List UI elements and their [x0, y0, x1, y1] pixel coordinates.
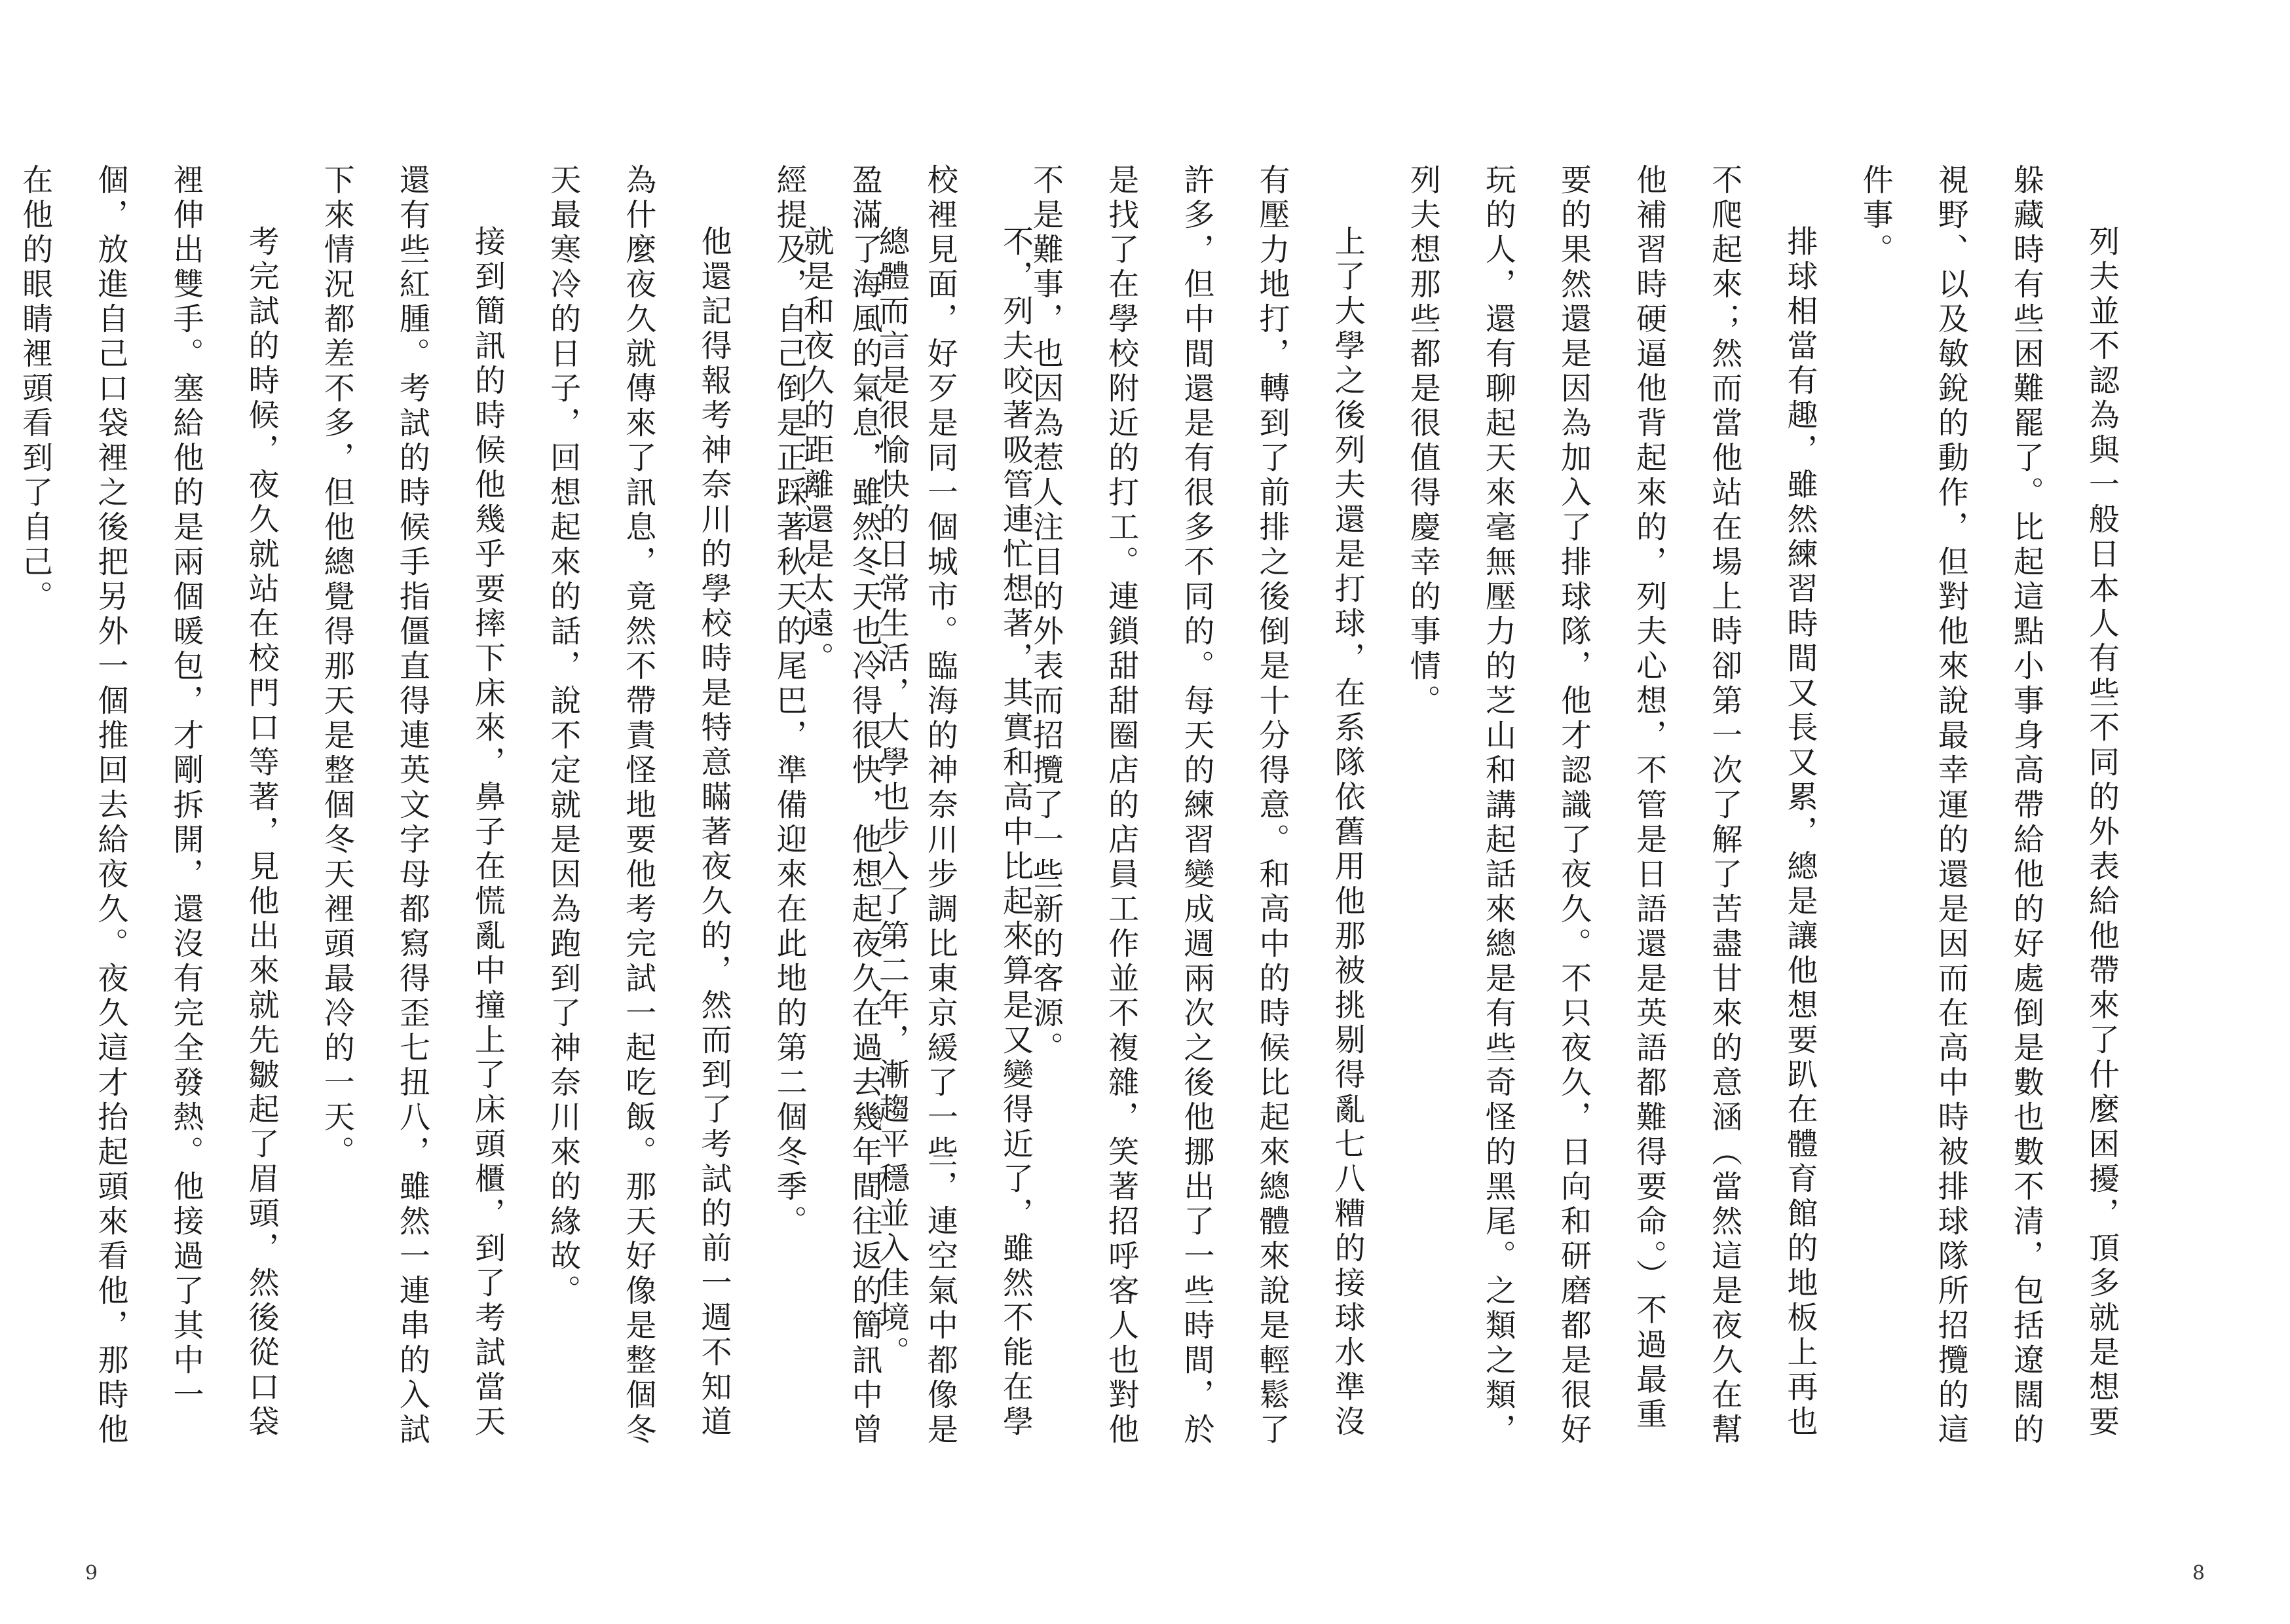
paragraph: 上了大學之後列夫還是打球，在系隊依舊用他那被挑剔得亂七八糟的接球水準沒有壓力地打，轉到了前排之後倒是十分得意。和高中的時候比起來總體來說是輕鬆了許多，但中間還是有很多不同的。每天的練習變成週兩次之後他挪出了一些時間，於是找了在學校附近的打工。連鎖甜甜圈店的店員工作並不複雜，笑著招呼客人也對他不是難事，也因為惹人注目的外表而招攬了一些新的客源。 [1028, 164, 1366, 1448]
right-page-text [779, 164, 2139, 1460]
paragraph: 就是和夜久的距離還是太遠。 [798, 225, 835, 676]
paragraph: 不，列夫咬著吸管連忙想著，其實和高中比起來算是又變得近了，雖然不能在學校裡見面，好歹是同一個城市。臨海的神奈川步調比東京緩了一些，連空氣中都像是盈滿了海風的氣息，雖然冬天也冷得很快，他想起夜久在過去幾年間往返的簡訊中曾經提及，自己倒是正踩著秋天的尾巴，準備迎來在此地的第二個冬季。 [771, 164, 1034, 1448]
paragraph: 考完試的時候，夜久就站在校門口等著，見他出來就先皺起了眉頭，然後從口袋裡伸出雙手。塞給他的是兩個暖包，才剛拆開，還沒有完全發熱。他接過了其中一個，放進自己口袋裡之後把另外一個推回去給夜久。夜久這才抬起頭來看他，那時他在他的眼睛裡頭看到了自己。 [17, 164, 280, 1448]
paragraph: 列夫並不認為與一般日本人有些不同的外表給他帶來了什麼困擾，頂多就是想要躲藏時有些困難罷了。比起這點小事身高帶給他的好處倒是數也數不清，包括遼闊的視野、以及敏銳的動作，但對他來說最幸運的還是因而在高中時被排球隊所招攬的這件事。 [1857, 164, 2120, 1448]
paragraph: 總體而言是很愉快的日常生活，大學也步入了第二年，漸趨平穩並入佳境。 [873, 225, 910, 1371]
paragraph: 排球相當有趣，雖然練習時間又長又累，總是讓他想要趴在體育館的地板上再也不爬起來；然而當他站在場上時卻第一次了解了苦盡甘來的意涵（當然這是夜久在幫他補習時硬逼他背起來的，列夫心想，不管是日語還是英語都難得要命。）不過最重要的果然還是因為加入了排球隊，他才認識了夜久。不只夜久，日向和研磨都是很好玩的人，還有聊起天來毫無壓力的芝山和講起話來總是有些奇怪的黑尾。之類之類，列夫想那些都是很值得慶幸的事情。 [1404, 164, 1818, 1448]
page-number: 9 [85, 1562, 98, 1585]
page-number: 8 [2192, 1562, 2205, 1585]
paragraph: 他還記得報考神奈川的學校時是特意瞞著夜久的，然而到了考試的前一週不知道為什麼夜久就傳來了訊息，竟然不帶責怪地要他考完試一起吃飯。那天好像是整個冬天最寒冷的日子，回想起來的話，說不定就是因為跑到了神奈川來的緣故。 [545, 164, 732, 1448]
paragraph: 接到簡訊的時候他幾乎要摔下床來，鼻子在慌亂中撞上了床頭櫃，到了考試當天還有些紅腫。考試的時候手指僵直得連英文字母都寫得歪七扭八，雖然一連串的入試下來情況都差不多，但他總覺得那天是整個冬天裡頭最冷的一天。 [318, 164, 506, 1448]
